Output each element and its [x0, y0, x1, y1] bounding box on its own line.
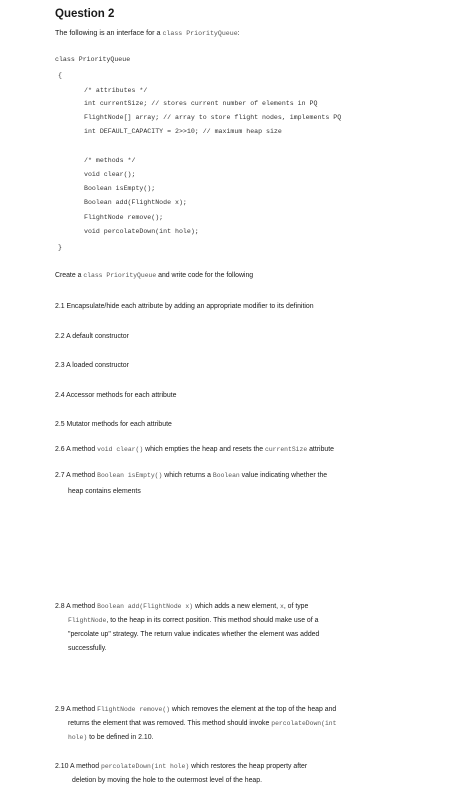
code-attr-current-size: int currentSize; // stores current number of elements in PQ [84, 100, 318, 107]
question-2-8-line2 [68, 615, 318, 626]
question-2-4: 2.4 Accessor methods for each attribute [55, 392, 177, 399]
question-2-7-line1 [55, 470, 327, 481]
q29-code-hole: hole) [68, 734, 88, 741]
code-class-line: class PriorityQueue [55, 56, 131, 63]
code-comment-attributes: /* attributes */ [84, 87, 148, 94]
code-method-percolate-down: void percolateDown(int hole); [84, 228, 199, 235]
task-pre: Create a [55, 272, 84, 279]
q26-code-current-size: currentSize [264, 446, 308, 453]
question-2-5: 2.5 Mutator methods for each attribute [55, 421, 172, 428]
intro-pre: The following is an interface for a [55, 28, 163, 37]
question-2-6 [55, 444, 334, 455]
q27-code-boolean: Boolean [212, 472, 240, 479]
code-comment-methods: /* methods */ [84, 157, 136, 164]
q28-e: , of type [283, 603, 309, 610]
question-2-10-line2: deletion by moving the hole to the outermost level of the heap. [72, 777, 262, 784]
task-text [55, 270, 253, 281]
q210-a: 2.10 A method [55, 763, 101, 770]
code-method-is-empty: Boolean isEmpty(); [84, 185, 156, 192]
q29-c: which removes the element at the top of the heap and [170, 706, 337, 713]
q28-code-x: x [279, 603, 284, 610]
question-2-8-line4: successfully. [68, 645, 107, 652]
code-method-add: Boolean add(FlightNode x); [84, 199, 187, 206]
q28-c: which adds a new element, [193, 603, 280, 610]
q29-code-remove: FlightNode remove() [97, 706, 171, 713]
code-method-remove: FlightNode remove(); [84, 214, 164, 221]
q27-e: value indicating whether the [239, 472, 328, 479]
intro-text [55, 28, 240, 37]
code-method-clear: void clear(); [84, 171, 136, 178]
q210-c: which restores the heap property after [189, 763, 308, 770]
code-open-brace: { [58, 72, 62, 79]
q26-c: which empties the heap and resets the [143, 446, 265, 453]
intro-post: : [237, 28, 240, 37]
q210-code-percolate: percolateDown(int hole) [100, 763, 190, 770]
q27-code-is-empty: Boolean isEmpty() [97, 472, 163, 479]
intro-code: class PriorityQueue [162, 30, 238, 37]
q28-g: , to the heap in its correct position. This method should make use of a [106, 617, 319, 624]
q29-a: 2.9 A method [55, 706, 98, 713]
question-2-3: 2.3 A loaded constructor [55, 362, 129, 369]
question-2-1: 2.1 Encapsulate/hide each attribute by adding an appropriate modifier to its definition [55, 303, 314, 310]
q29-code-percolate: percolateDown(int [271, 720, 337, 727]
code-attr-default-capacity: int DEFAULT_CAPACITY = 2>>10; // maximum heap size [84, 128, 282, 135]
question-2-9-line1 [55, 704, 336, 715]
q26-a: 2.6 A method [55, 446, 98, 453]
q28-code-flightnode: FlightNode [68, 617, 107, 624]
q28-code-add: Boolean add(FlightNode x) [97, 603, 194, 610]
question-2-8-line3: "percolate up" strategy. The return value indicates whether the element was added [68, 631, 320, 638]
task-post: and write code for the following [156, 272, 254, 279]
q29-g: to be defined in 2.10. [87, 734, 154, 741]
code-attr-array: FlightNode[] array; // array to store flight nodes, implements PQ [84, 114, 342, 121]
task-code: class PriorityQueue [83, 272, 157, 279]
q26-code-clear: void clear() [97, 446, 144, 453]
q29-d: returns the element that was removed. This method should invoke [68, 720, 272, 727]
question-2-10-line1 [55, 761, 307, 772]
question-2-9-line2 [68, 718, 336, 729]
q26-e: attribute [307, 446, 334, 453]
q27-a: 2.7 A method [55, 472, 98, 479]
code-close-brace: } [58, 244, 62, 251]
q28-a: 2.8 A method [55, 603, 98, 610]
question-2-2: 2.2 A default constructor [55, 333, 129, 340]
question-2-9-line3 [68, 732, 153, 743]
question-2-7-line2: heap contains elements [68, 488, 141, 495]
q27-c: which returns a [162, 472, 213, 479]
question-title: Question 2 [55, 8, 115, 20]
question-2-8-line1 [55, 601, 308, 612]
